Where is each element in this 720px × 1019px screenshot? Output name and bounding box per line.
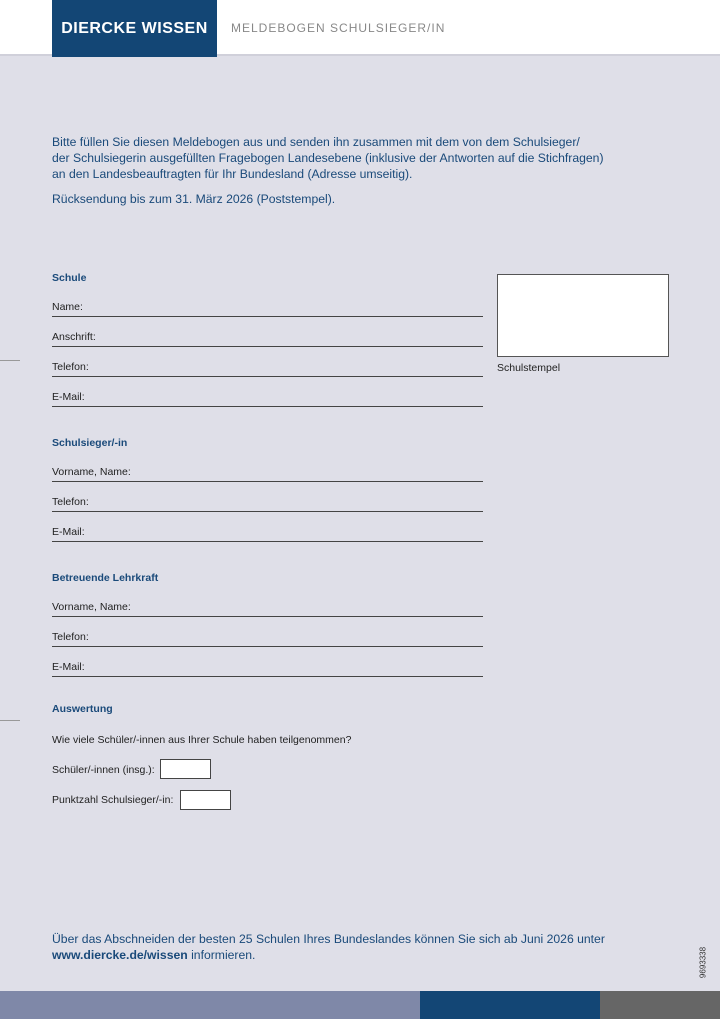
- fold-mark: [0, 720, 20, 721]
- field-winner-email[interactable]: E-Mail:: [52, 526, 483, 542]
- footer-bar-blue: [420, 991, 600, 1019]
- document-title: MELDEBOGEN SCHULSIEGER/IN: [231, 21, 446, 35]
- field-teacher-name[interactable]: Vorname, Name:: [52, 601, 483, 617]
- header: [0, 0, 720, 56]
- intro-line: Bitte füllen Sie diesen Meldebogen aus und senden ihn zusammen mit dem von dem Schulsieger/: [52, 135, 580, 149]
- intro-line: der Schulsiegerin ausgefüllten Fragebogen Landesebene (inklusive der Antworten auf die Stichfragen): [52, 151, 604, 165]
- section-heading-sieger: Schulsieger/-in: [52, 437, 128, 449]
- website-link[interactable]: www.diercke.de/wissen: [52, 948, 188, 962]
- section-heading-schule: Schule: [52, 272, 87, 284]
- students-label: Schüler/-innen (insg.):: [52, 764, 155, 776]
- students-count-input[interactable]: [160, 759, 211, 779]
- brand-logo: DIERCKE WISSEN: [52, 0, 217, 57]
- field-teacher-email[interactable]: E-Mail:: [52, 661, 483, 677]
- field-teacher-phone[interactable]: Telefon:: [52, 631, 483, 647]
- field-winner-name[interactable]: Vorname, Name:: [52, 466, 483, 482]
- field-school-phone[interactable]: Telefon:: [52, 361, 483, 377]
- intro-line: an den Landesbeauftragten für Ihr Bundesland (Adresse umseitig).: [52, 167, 413, 181]
- field-school-email[interactable]: E-Mail:: [52, 391, 483, 407]
- school-stamp-label: Schulstempel: [497, 362, 561, 374]
- points-label: Punktzahl Schulsieger/-in:: [52, 794, 174, 806]
- field-winner-phone[interactable]: Telefon:: [52, 496, 483, 512]
- points-input[interactable]: [180, 790, 231, 810]
- intro-text: [52, 134, 672, 182]
- section-heading-lehrkraft: Betreuende Lehrkraft: [52, 572, 159, 584]
- footer-bar-gray: [600, 991, 720, 1019]
- deadline-text: Rücksendung bis zum 31. März 2026 (Poststempel).: [52, 192, 336, 206]
- field-school-name[interactable]: Name:: [52, 301, 483, 317]
- field-school-address[interactable]: Anschrift:: [52, 331, 483, 347]
- school-stamp-box[interactable]: [497, 274, 669, 357]
- section-heading-auswertung: Auswertung: [52, 703, 113, 715]
- fold-mark: [0, 360, 20, 361]
- footer-text: [52, 931, 605, 963]
- footer-line-end: informieren.: [187, 948, 256, 962]
- footer-line: Über das Abschneiden der besten 25 Schulen Ihres Bundeslandes können Sie sich ab Juni 2026 unter: [52, 932, 605, 946]
- footer-bar-light: [0, 991, 420, 1019]
- article-code: 9693338: [698, 946, 708, 979]
- participation-question: Wie viele Schüler/-innen aus Ihrer Schule haben teilgenommen?: [52, 734, 352, 746]
